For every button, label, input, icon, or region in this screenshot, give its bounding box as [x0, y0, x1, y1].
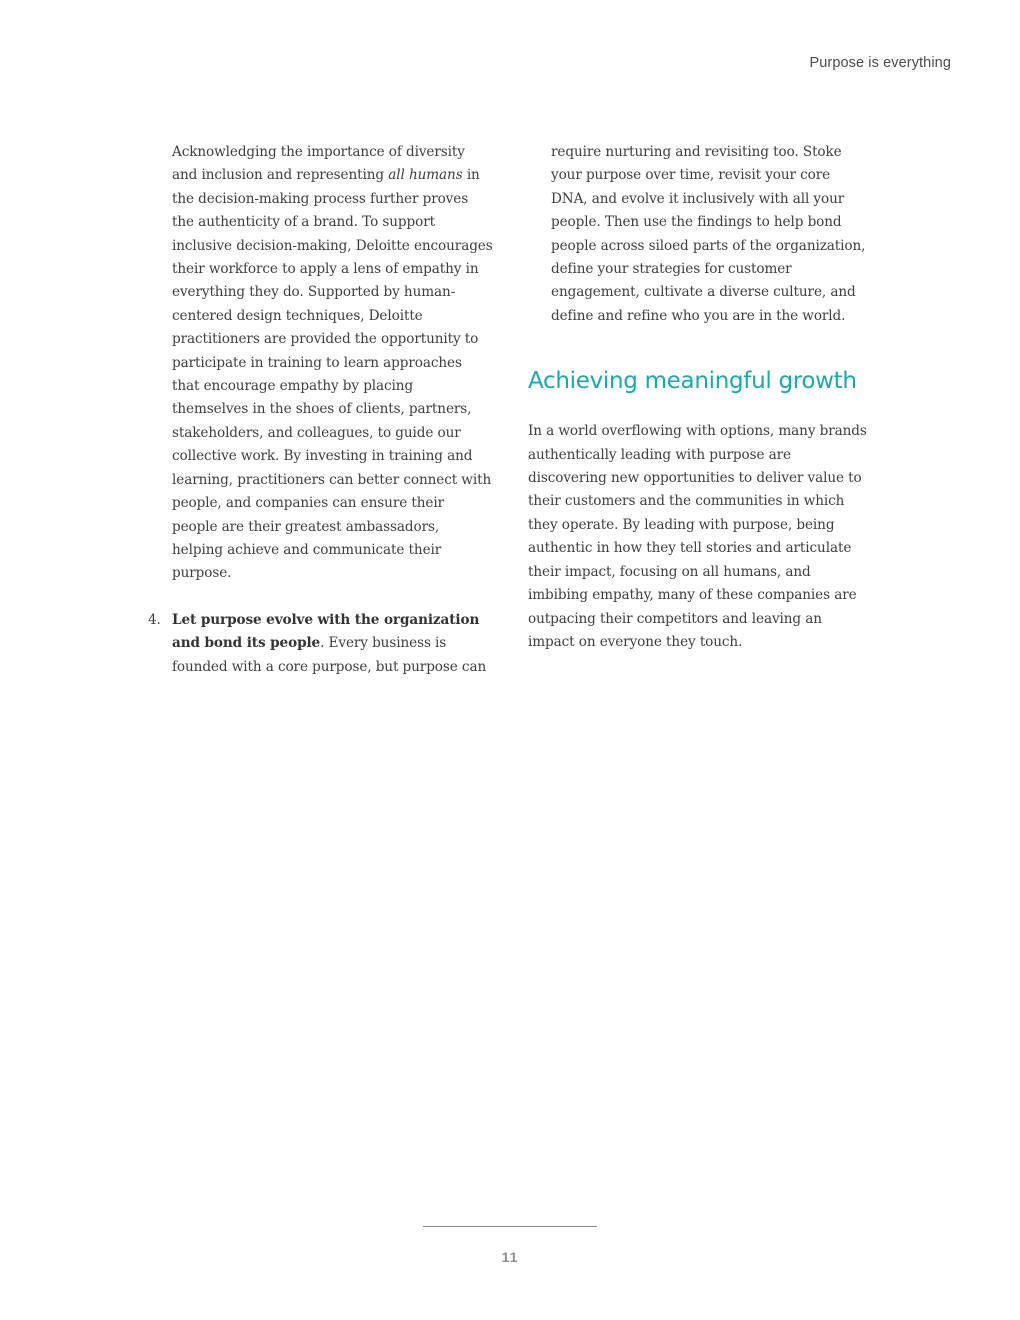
list-item-4	[148, 609, 493, 679]
paragraph-diversity-inclusion	[148, 141, 493, 586]
paragraph-text-end: in the decision-making process further proves the authenticity of a brand. To support inclusive decision-making, Deloitte encourages their workforce to apply a lens of empathy in everything they do. Supported by human-centered design techniques, Deloitte practitioners are provided the opportunity to participate in training to learn approaches that encourage empathy by placing themselves in the shoes of clients, partners, stakeholders, and colleagues, to guide our collective work. By investing in training and learning, practitioners can better connect with people, and companies can ensure their people are their greatest ambassadors, helping achieve and communicate their purpose.	[172, 167, 493, 582]
page-number: 11	[501, 1249, 519, 1265]
left-column	[148, 141, 493, 679]
paragraph-continuation: require nurturing and revisiting too. Stoke your purpose over time, revisit your core DNA, and evolve it inclusively with all your people. Then use the findings to help bond people across siloed parts of the organization, define your strategies for customer engagement, cultivate a diverse culture, and define and refine who you are in the world.	[551, 144, 866, 324]
right-column	[528, 141, 870, 654]
section-heading: Achieving meaningful growth	[528, 368, 857, 395]
running-header-title: Purpose is everything	[809, 55, 951, 71]
list-item-bold-lead: Let purpose evolve with the organization and bond its people	[172, 611, 480, 652]
list-item-text: . Every business is founded with a core purpose, but purpose can	[172, 635, 487, 675]
footer-divider	[423, 1226, 597, 1227]
emphasis-all-humans: all humans	[388, 167, 463, 184]
list-item-number: 4.	[148, 611, 161, 628]
paragraph-text-start: Acknowledging the importance of diversity and inclusion and representing	[172, 144, 465, 184]
paragraph-meaningful-growth: In a world overflowing with options, many brands authentically leading with purpose are discovering new opportunities to deliver value to their customers and the communities in which they operate. By leading with purpose, being authentic in how they tell stories and articulate their impact, focusing on all humans, and imbibing empathy, many of these companies are outpacing their competitors and leaving an impact on everyone they touch.	[528, 423, 867, 650]
